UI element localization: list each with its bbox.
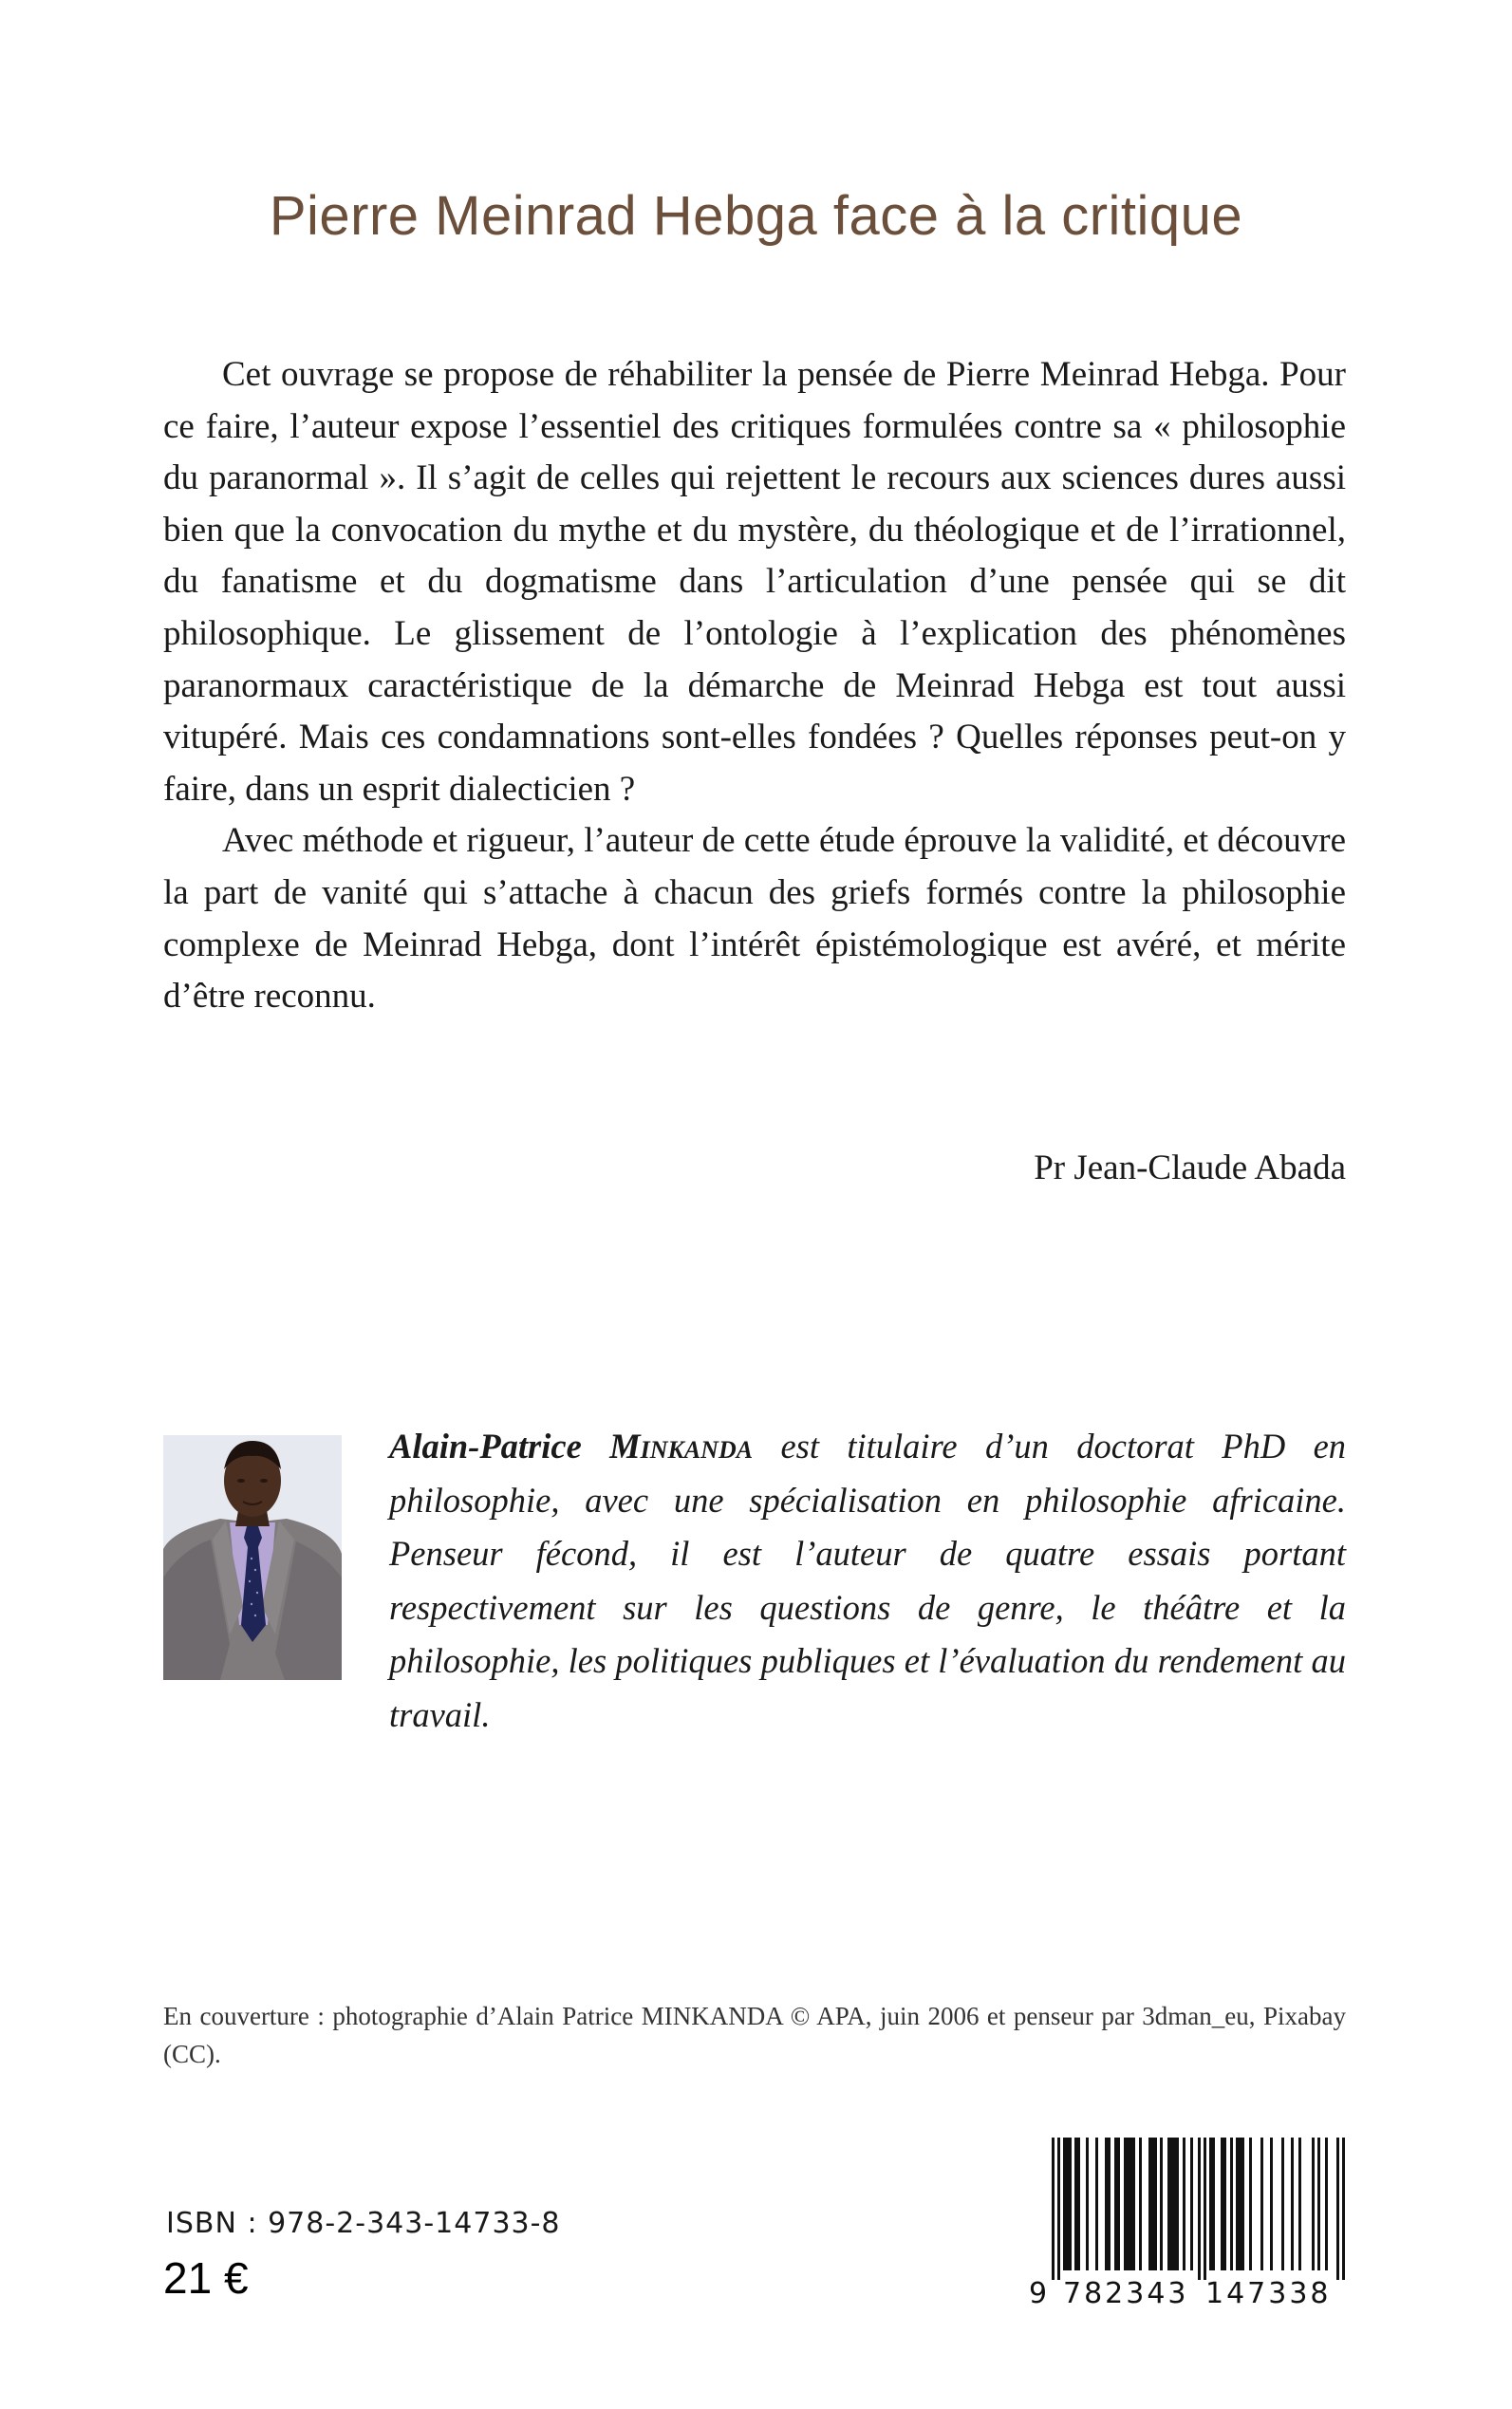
blurb-paragraph: Avec méthode et rigueur, l’auteur de cette étude éprouve la validité, et découvre la part de vanité qui s’attache à chacun des griefs formés contre la philosophie complexe de Meinrad Hebga, dont l’intérêt épistémologique est avéré, et mérite d’être reconnu. [163, 821, 1346, 1017]
author-portrait-icon [163, 1435, 342, 1680]
price: 21 € [163, 2253, 249, 2303]
book-title: Pierre Meinrad Hebga face à la critique [269, 185, 1243, 247]
author-photo [163, 1435, 342, 1680]
author-bio-text: est titulaire d’un doctorat PhD en philosophie, avec une spécialisation en philosophie africaine. Penseur fécond, il est l’auteur de quatre essais portant respectivement sur les questions de genre, le théâtre et la philosophie, les politiques publiques et l’évaluation du rendement au travail. [389, 1427, 1347, 1734]
blurb-signature: Pr Jean-Claude Abada [1034, 1148, 1346, 1187]
barcode-digit-first: 9 [1029, 2277, 1048, 2306]
author-first-name: Alain-Patrice [389, 1427, 582, 1466]
blurb [163, 349, 1346, 1023]
barcode-digits-left: 782343 [1063, 2277, 1189, 2306]
blurb-paragraph: Cet ouvrage se propose de réhabiliter la pensée de Pierre Meinrad Hebga. Pour ce faire, l’auteur expose l’essentiel des critiques formulées contre sa « philosophie du paranormal ». Il s’agit de celles qui rejettent le recours aux sciences dures aussi bien que la convocation du mythe et du mystère, du théologique et de l’irrationnel, du fanatisme et du dogmatisme dans l’articulation d’une pensée qui se dit philosophique. Le glissement de l’ontologie à l’explication des phénomènes paranormaux caractéristique de la démarche de Meinrad Hebga est tout aussi vitupéré. Mais ces condamnations sont-elles fondées ? Quelles réponses peut-on y faire, dans un esprit dialecticien ? [163, 355, 1346, 809]
cover-credits: En couverture : photographie d’Alain Patrice MINKANDA © APA, juin 2006 et penseur par 3dman_eu, Pixabay (CC). [163, 2002, 1346, 2068]
author-last-name: Minkanda [609, 1427, 754, 1466]
isbn: ISBN : 978-2-343-14733-8 [166, 2207, 561, 2240]
author-bio [389, 1420, 1346, 1742]
barcode-digits-right: 147338 [1205, 2277, 1332, 2306]
barcode [1025, 2126, 1348, 2306]
barcode-icon [1025, 2126, 1348, 2306]
